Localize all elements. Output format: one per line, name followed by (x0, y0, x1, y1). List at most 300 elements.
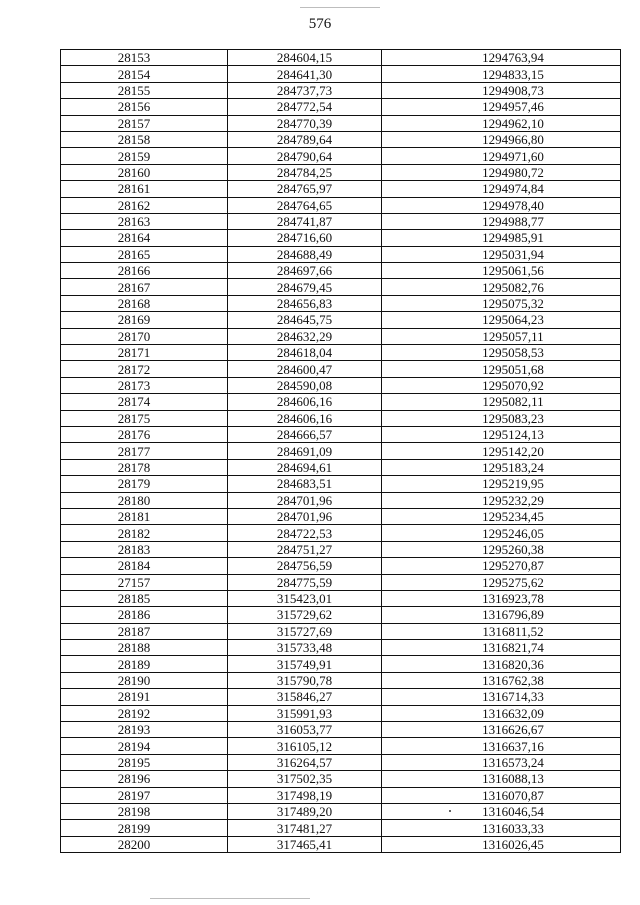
point-number-cell (61, 525, 228, 541)
y-coordinate-text: 1316821,74 (482, 640, 544, 656)
x-coordinate-text: 284590,08 (276, 378, 333, 393)
x-coordinate-cell (228, 164, 382, 180)
x-coordinate-cell (228, 492, 382, 508)
x-coordinate-cell (228, 246, 382, 262)
x-coordinate-text: 284641,30 (276, 66, 333, 82)
table-row (61, 640, 621, 656)
point-number-text: 28178 (117, 459, 151, 475)
x-coordinate-cell (228, 115, 382, 131)
point-number-text: 28189 (117, 656, 151, 672)
point-number-text: 28166 (117, 263, 151, 279)
point-number-text: 28162 (117, 197, 151, 213)
x-coordinate-text: 284756,59 (276, 558, 333, 574)
table-row (61, 607, 621, 623)
y-coordinate-text: 1294908,73 (482, 82, 544, 98)
point-number-cell (61, 836, 228, 852)
y-coordinate-text: 1295246,05 (482, 525, 544, 541)
point-number-text: 28176 (117, 427, 151, 443)
point-number-cell (61, 820, 228, 836)
point-number-text: 28169 (117, 312, 151, 328)
y-coordinate-cell (382, 164, 621, 180)
x-coordinate-text: 315846,27 (276, 689, 333, 705)
table-row (61, 263, 621, 279)
x-coordinate-cell (228, 394, 382, 410)
point-number-cell (61, 672, 228, 688)
y-coordinate-cell (382, 394, 621, 410)
y-coordinate-cell (382, 82, 621, 98)
x-coordinate-cell (228, 230, 382, 246)
y-coordinate-text: 1294974,84 (482, 181, 544, 197)
point-number-text: 28154 (117, 66, 151, 82)
y-coordinate-text: 1295232,29 (482, 492, 544, 508)
x-coordinate-cell (228, 66, 382, 82)
point-number-text: 28160 (117, 164, 151, 180)
table-row (61, 525, 621, 541)
point-number-cell (61, 705, 228, 721)
y-coordinate-text: 1295051,68 (482, 361, 544, 377)
y-coordinate-text: 1316088,13 (482, 771, 544, 787)
x-coordinate-cell (228, 443, 382, 459)
x-coordinate-text: 315727,69 (276, 623, 333, 639)
y-coordinate-cell (382, 181, 621, 197)
table-row (61, 590, 621, 606)
point-number-text: 28163 (117, 214, 151, 230)
table-row (61, 754, 621, 770)
point-number-text: 28165 (117, 246, 151, 262)
point-number-cell (61, 443, 228, 459)
point-number-text: 28194 (117, 738, 151, 754)
y-coordinate-text: 1316046,54 (482, 804, 544, 820)
x-coordinate-text: 317465,41 (276, 836, 333, 852)
y-coordinate-cell (382, 836, 621, 852)
y-coordinate-text: 1295058,53 (482, 345, 544, 361)
table-row (61, 361, 621, 377)
point-number-text: 28173 (117, 378, 151, 393)
y-coordinate-text: 1295075,32 (482, 296, 544, 312)
coordinates-table (60, 49, 621, 853)
point-number-text: 28200 (117, 836, 151, 852)
y-coordinate-cell (382, 558, 621, 574)
point-number-cell (61, 279, 228, 295)
table-row (61, 787, 621, 803)
y-coordinate-cell (382, 131, 621, 147)
y-coordinate-cell (382, 213, 621, 229)
x-coordinate-text: 284701,96 (276, 492, 333, 508)
x-coordinate-text: 284688,49 (276, 246, 333, 262)
point-number-cell (61, 148, 228, 164)
x-coordinate-text: 284632,29 (276, 328, 333, 344)
x-coordinate-text: 284716,60 (276, 230, 333, 246)
y-coordinate-cell (382, 410, 621, 426)
point-number-cell (61, 213, 228, 229)
x-coordinate-text: 315729,62 (276, 607, 333, 623)
point-number-cell (61, 574, 228, 590)
x-coordinate-text: 284765,97 (276, 181, 333, 197)
point-number-text: 28184 (117, 558, 151, 574)
point-number-cell (61, 558, 228, 574)
point-number-cell (61, 492, 228, 508)
y-coordinate-cell (382, 99, 621, 115)
x-coordinate-text: 317498,19 (276, 787, 333, 803)
point-number-cell (61, 361, 228, 377)
table-row (61, 820, 621, 836)
y-coordinate-cell (382, 426, 621, 442)
point-number-cell (61, 164, 228, 180)
x-coordinate-text: 316053,77 (276, 722, 333, 738)
point-number-text: 28198 (117, 804, 151, 820)
point-number-cell (61, 508, 228, 524)
y-coordinate-text: 1294985,91 (482, 230, 544, 246)
y-coordinate-text: 1295064,23 (482, 312, 544, 328)
x-coordinate-text: 284722,53 (276, 525, 333, 541)
x-coordinate-text: 284645,75 (276, 312, 333, 328)
x-coordinate-text: 284789,64 (276, 132, 333, 148)
point-number-text: 28191 (117, 689, 151, 705)
x-coordinate-cell (228, 705, 382, 721)
table-row (61, 574, 621, 590)
x-coordinate-text: 284666,57 (276, 427, 333, 443)
table-row (61, 377, 621, 393)
point-number-text: 28199 (117, 820, 151, 836)
y-coordinate-text: 1294988,77 (482, 214, 544, 230)
y-coordinate-text: 1294980,72 (482, 164, 544, 180)
point-number-text: 28182 (117, 525, 151, 541)
x-coordinate-text: 284679,45 (276, 279, 333, 295)
point-number-text: 28186 (117, 607, 151, 623)
y-coordinate-cell (382, 607, 621, 623)
table-row (61, 476, 621, 492)
scan-artifact (300, 7, 380, 8)
point-number-cell (61, 754, 228, 770)
x-coordinate-text: 284784,25 (276, 164, 333, 180)
x-coordinate-cell (228, 656, 382, 672)
x-coordinate-cell (228, 328, 382, 344)
y-coordinate-cell (382, 672, 621, 688)
point-number-text: 28187 (117, 623, 151, 639)
x-coordinate-cell (228, 361, 382, 377)
point-number-text: 28181 (117, 509, 151, 525)
point-number-cell (61, 99, 228, 115)
y-coordinate-cell (382, 754, 621, 770)
y-coordinate-cell (382, 787, 621, 803)
y-coordinate-cell (382, 345, 621, 361)
point-number-text: 28171 (117, 345, 151, 361)
y-coordinate-text: 1295082,76 (482, 279, 544, 295)
point-number-text: 28197 (117, 787, 151, 803)
table-row (61, 803, 621, 819)
point-number-text: 28190 (117, 673, 151, 689)
point-number-cell (61, 787, 228, 803)
x-coordinate-cell (228, 672, 382, 688)
point-number-text: 28157 (117, 115, 151, 131)
x-coordinate-cell (228, 148, 382, 164)
x-coordinate-text: 315749,91 (276, 656, 333, 672)
x-coordinate-cell (228, 607, 382, 623)
y-coordinate-cell (382, 820, 621, 836)
y-coordinate-text: 1294971,60 (482, 148, 544, 164)
table-row (61, 181, 621, 197)
x-coordinate-text: 284790,64 (276, 148, 333, 164)
y-coordinate-text: 1295219,95 (482, 476, 544, 492)
y-coordinate-cell (382, 312, 621, 328)
point-number-cell (61, 590, 228, 606)
point-number-text: 28195 (117, 754, 151, 770)
x-coordinate-cell (228, 312, 382, 328)
table-row (61, 213, 621, 229)
table-row (61, 246, 621, 262)
point-number-cell (61, 115, 228, 131)
x-coordinate-cell (228, 787, 382, 803)
point-number-cell (61, 426, 228, 442)
table-row (61, 131, 621, 147)
table-row (61, 541, 621, 557)
x-coordinate-text: 315423,01 (276, 591, 333, 607)
x-coordinate-text: 315991,93 (276, 705, 333, 721)
point-number-text: 27157 (117, 574, 151, 590)
y-coordinate-text: 1316714,33 (482, 689, 544, 705)
y-coordinate-cell (382, 705, 621, 721)
y-coordinate-cell (382, 656, 621, 672)
point-number-text: 28156 (117, 99, 151, 115)
y-coordinate-cell (382, 590, 621, 606)
point-number-cell (61, 230, 228, 246)
point-number-cell (61, 50, 228, 66)
y-coordinate-cell (382, 263, 621, 279)
table-row (61, 394, 621, 410)
y-coordinate-text: 1295061,56 (482, 263, 544, 279)
x-coordinate-text: 284741,87 (276, 214, 333, 230)
table-row (61, 722, 621, 738)
x-coordinate-text: 284737,73 (276, 82, 333, 98)
table-row (61, 66, 621, 82)
point-number-text: 28164 (117, 230, 151, 246)
x-coordinate-text: 284770,39 (276, 115, 333, 131)
y-coordinate-text: 1294763,94 (482, 50, 544, 66)
x-coordinate-cell (228, 623, 382, 639)
x-coordinate-cell (228, 377, 382, 393)
x-coordinate-text: 284764,65 (276, 197, 333, 213)
page-number: 576 (308, 16, 332, 32)
point-number-text: 28172 (117, 361, 151, 377)
point-number-cell (61, 377, 228, 393)
table-row (61, 82, 621, 98)
x-coordinate-text: 284656,83 (276, 296, 333, 312)
table-row (61, 164, 621, 180)
x-coordinate-cell (228, 50, 382, 66)
y-coordinate-text: 1316637,16 (482, 738, 544, 754)
y-coordinate-cell (382, 328, 621, 344)
x-coordinate-cell (228, 574, 382, 590)
y-coordinate-cell (382, 246, 621, 262)
y-coordinate-cell (382, 803, 621, 819)
table-row (61, 836, 621, 852)
scan-artifact (150, 898, 310, 899)
y-coordinate-text: 1295070,92 (482, 378, 544, 393)
x-coordinate-cell (228, 541, 382, 557)
x-coordinate-cell (228, 738, 382, 754)
y-coordinate-cell (382, 492, 621, 508)
point-number-cell (61, 803, 228, 819)
x-coordinate-text: 284775,59 (276, 574, 333, 590)
point-number-text: 28153 (117, 50, 151, 66)
x-coordinate-text: 317489,20 (276, 804, 333, 820)
y-coordinate-text: 1295260,38 (482, 541, 544, 557)
x-coordinate-cell (228, 771, 382, 787)
table-row (61, 50, 621, 66)
x-coordinate-cell (228, 640, 382, 656)
x-coordinate-cell (228, 689, 382, 705)
y-coordinate-cell (382, 689, 621, 705)
table-row (61, 443, 621, 459)
point-number-cell (61, 738, 228, 754)
point-number-cell (61, 394, 228, 410)
point-number-text: 28175 (117, 410, 151, 426)
y-coordinate-text: 1295083,23 (482, 410, 544, 426)
y-coordinate-text: 1316033,33 (482, 820, 544, 836)
point-number-cell (61, 476, 228, 492)
x-coordinate-cell (228, 836, 382, 852)
point-number-text: 28170 (117, 328, 151, 344)
x-coordinate-cell (228, 476, 382, 492)
y-coordinate-cell (382, 574, 621, 590)
point-number-cell (61, 722, 228, 738)
x-coordinate-text: 284618,04 (276, 345, 333, 361)
x-coordinate-cell (228, 345, 382, 361)
point-number-cell (61, 640, 228, 656)
y-coordinate-text: 1295124,13 (482, 427, 544, 443)
y-coordinate-text: 1295270,87 (482, 558, 544, 574)
y-coordinate-cell (382, 50, 621, 66)
y-coordinate-cell (382, 722, 621, 738)
point-number-cell (61, 771, 228, 787)
y-coordinate-text: 1295183,24 (482, 459, 544, 475)
table-row (61, 656, 621, 672)
coordinates-table-body (61, 50, 621, 853)
x-coordinate-cell (228, 410, 382, 426)
x-coordinate-cell (228, 803, 382, 819)
point-number-cell (61, 197, 228, 213)
y-coordinate-cell (382, 295, 621, 311)
table-row (61, 426, 621, 442)
y-coordinate-text: 1295275,62 (482, 574, 544, 590)
point-number-text: 28179 (117, 476, 151, 492)
point-number-cell (61, 263, 228, 279)
point-number-text: 28174 (117, 394, 151, 410)
y-coordinate-text: 1294957,46 (482, 99, 544, 115)
point-number-text: 28161 (117, 181, 151, 197)
table-row (61, 492, 621, 508)
x-coordinate-cell (228, 459, 382, 475)
table-row (61, 705, 621, 721)
x-coordinate-cell (228, 82, 382, 98)
point-number-cell (61, 541, 228, 557)
table-row (61, 115, 621, 131)
x-coordinate-cell (228, 722, 382, 738)
point-number-cell (61, 656, 228, 672)
x-coordinate-cell (228, 754, 382, 770)
y-coordinate-text: 1316923,78 (482, 591, 544, 607)
y-coordinate-cell (382, 623, 621, 639)
y-coordinate-text: 1295142,20 (482, 443, 544, 459)
point-number-text: 28177 (117, 443, 151, 459)
y-coordinate-cell (382, 508, 621, 524)
y-coordinate-text: 1294966,80 (482, 132, 544, 148)
y-coordinate-text: 1295057,11 (482, 328, 544, 344)
y-coordinate-text: 1316762,38 (482, 673, 544, 689)
x-coordinate-cell (228, 508, 382, 524)
x-coordinate-text: 315733,48 (276, 640, 333, 656)
x-coordinate-cell (228, 590, 382, 606)
table-row (61, 558, 621, 574)
y-coordinate-cell (382, 148, 621, 164)
point-number-text: 28159 (117, 148, 151, 164)
x-coordinate-text: 284697,66 (276, 263, 333, 279)
y-coordinate-cell (382, 66, 621, 82)
point-number-cell (61, 410, 228, 426)
table-row (61, 279, 621, 295)
point-number-cell (61, 607, 228, 623)
table-row (61, 771, 621, 787)
table-row (61, 689, 621, 705)
x-coordinate-text: 284683,51 (276, 476, 333, 492)
y-coordinate-text: 1316796,89 (482, 607, 544, 623)
x-coordinate-cell (228, 525, 382, 541)
y-coordinate-text: 1294962,10 (482, 115, 544, 131)
y-coordinate-text: 1316632,09 (482, 705, 544, 721)
point-number-text: 28193 (117, 722, 151, 738)
point-number-cell (61, 66, 228, 82)
point-number-text: 28192 (117, 705, 151, 721)
y-coordinate-cell (382, 230, 621, 246)
x-coordinate-cell (228, 213, 382, 229)
x-coordinate-cell (228, 197, 382, 213)
table-row (61, 410, 621, 426)
x-coordinate-text: 284606,16 (276, 410, 333, 426)
y-coordinate-text: 1294978,40 (482, 197, 544, 213)
y-coordinate-text: 1316070,87 (482, 787, 544, 803)
point-number-cell (61, 131, 228, 147)
table-row (61, 459, 621, 475)
x-coordinate-text: 284604,15 (276, 50, 333, 66)
point-number-cell (61, 246, 228, 262)
point-number-cell (61, 459, 228, 475)
x-coordinate-text: 284600,47 (276, 361, 333, 377)
y-coordinate-cell (382, 541, 621, 557)
x-coordinate-cell (228, 820, 382, 836)
x-coordinate-cell (228, 181, 382, 197)
table-row (61, 508, 621, 524)
point-number-cell (61, 312, 228, 328)
y-coordinate-text: 1295031,94 (482, 246, 544, 262)
y-coordinate-text: 1316026,45 (482, 836, 544, 852)
table-row (61, 197, 621, 213)
point-number-text: 28196 (117, 771, 151, 787)
y-coordinate-text: 1294833,15 (482, 66, 544, 82)
x-coordinate-text: 284691,09 (276, 443, 333, 459)
x-coordinate-cell (228, 263, 382, 279)
table-row (61, 312, 621, 328)
y-coordinate-text: 1316626,67 (482, 722, 544, 738)
x-coordinate-cell (228, 426, 382, 442)
y-coordinate-text: 1316573,24 (482, 754, 544, 770)
point-number-cell (61, 689, 228, 705)
y-coordinate-text: 1316811,52 (482, 623, 544, 639)
y-coordinate-cell (382, 459, 621, 475)
x-coordinate-text: 284701,96 (276, 509, 333, 525)
x-coordinate-cell (228, 558, 382, 574)
y-coordinate-cell (382, 197, 621, 213)
table-row (61, 295, 621, 311)
